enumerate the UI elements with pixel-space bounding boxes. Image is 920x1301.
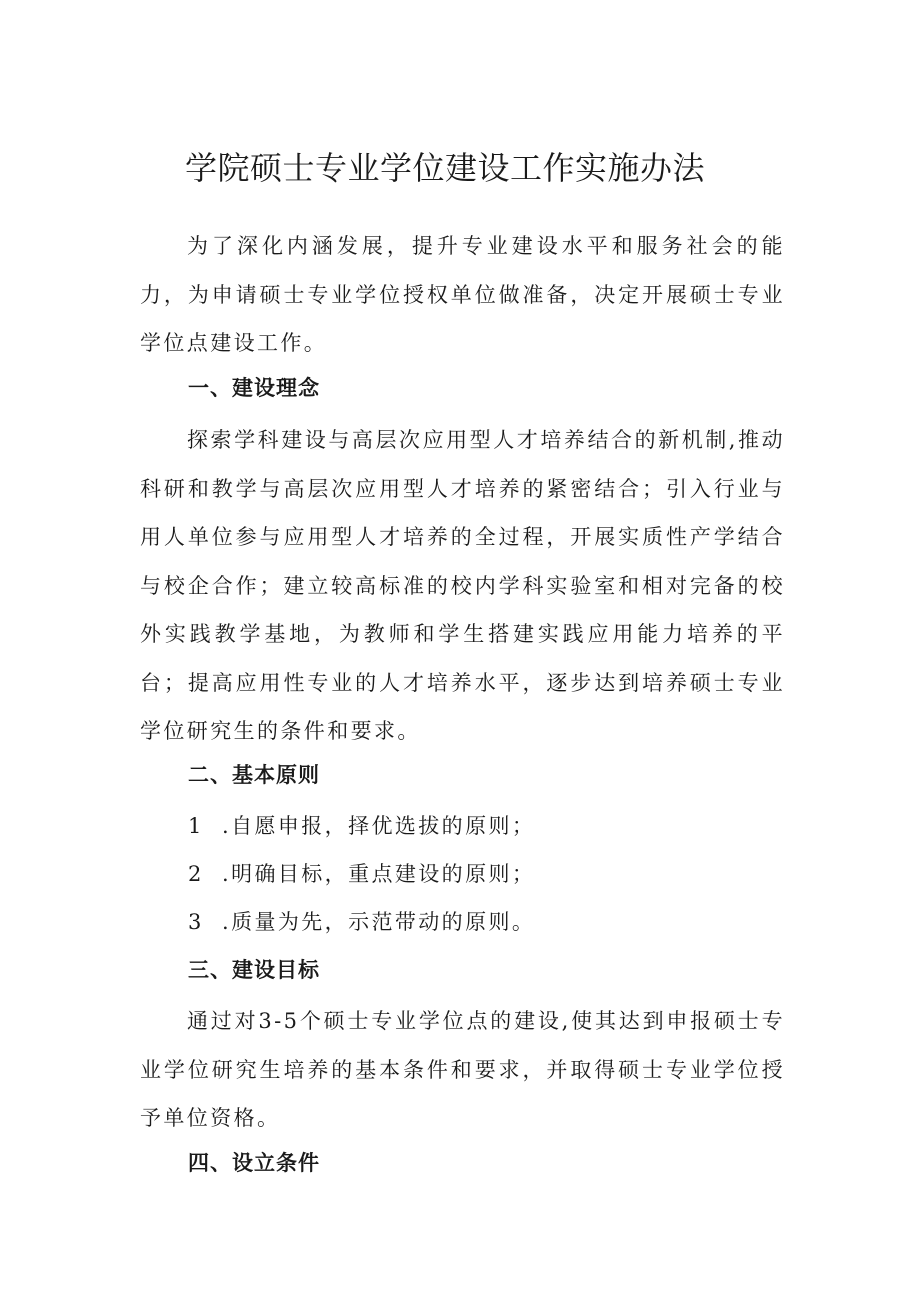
section-3-paragraph: 通过对3-5个硕士专业学位点的建设,使其达到申报硕士专业学位研究生培养的基本条件和要求，并取得硕士专业学位授予单位资格。 xyxy=(140,1009,785,1130)
principle-text: .明确目标，重点建设的原则； xyxy=(222,862,536,886)
principle-item-2 xyxy=(188,859,535,889)
intro-paragraph: 为了深化内涵发展，提升专业建设水平和服务社会的能力，为申请硕士专业学位授权单位做准备，决定开展硕士专业学位点建设工作。 xyxy=(140,234,785,355)
principle-item-1 xyxy=(188,811,535,841)
section-heading-1: 一、建设理念 xyxy=(188,376,320,400)
principle-text: .自愿申报，择优选拔的原则； xyxy=(222,814,536,838)
principle-number: 3 xyxy=(188,910,202,934)
section-heading-4: 四、设立条件 xyxy=(188,1151,320,1175)
section-heading-3: 三、建设目标 xyxy=(188,958,320,982)
principle-text: .质量为先，示范带动的原则。 xyxy=(222,910,536,934)
principle-item-3 xyxy=(188,907,535,937)
section-1-paragraph: 探索学科建设与高层次应用型人才培养结合的新机制,推动科研和教学与高层次应用型人才培养的紧密结合；引入行业与用人单位参与应用型人才培养的全过程，开展实质性产学结合与校企合作；建立较高标准的校内学科实验室和相对完备的校外实践教学基地，为教师和学生搭建实践应用能力培养的平台；提高应用性专业的人才培养水平，逐步达到培养硕士专业学位研究生的条件和要求。 xyxy=(140,428,785,743)
section-heading-2: 二、基本原则 xyxy=(188,763,320,787)
document-title: 学院硕士专业学位建设工作实施办法 xyxy=(184,149,705,187)
principle-number: 2 xyxy=(188,862,202,886)
principle-number: 1 xyxy=(188,814,202,838)
